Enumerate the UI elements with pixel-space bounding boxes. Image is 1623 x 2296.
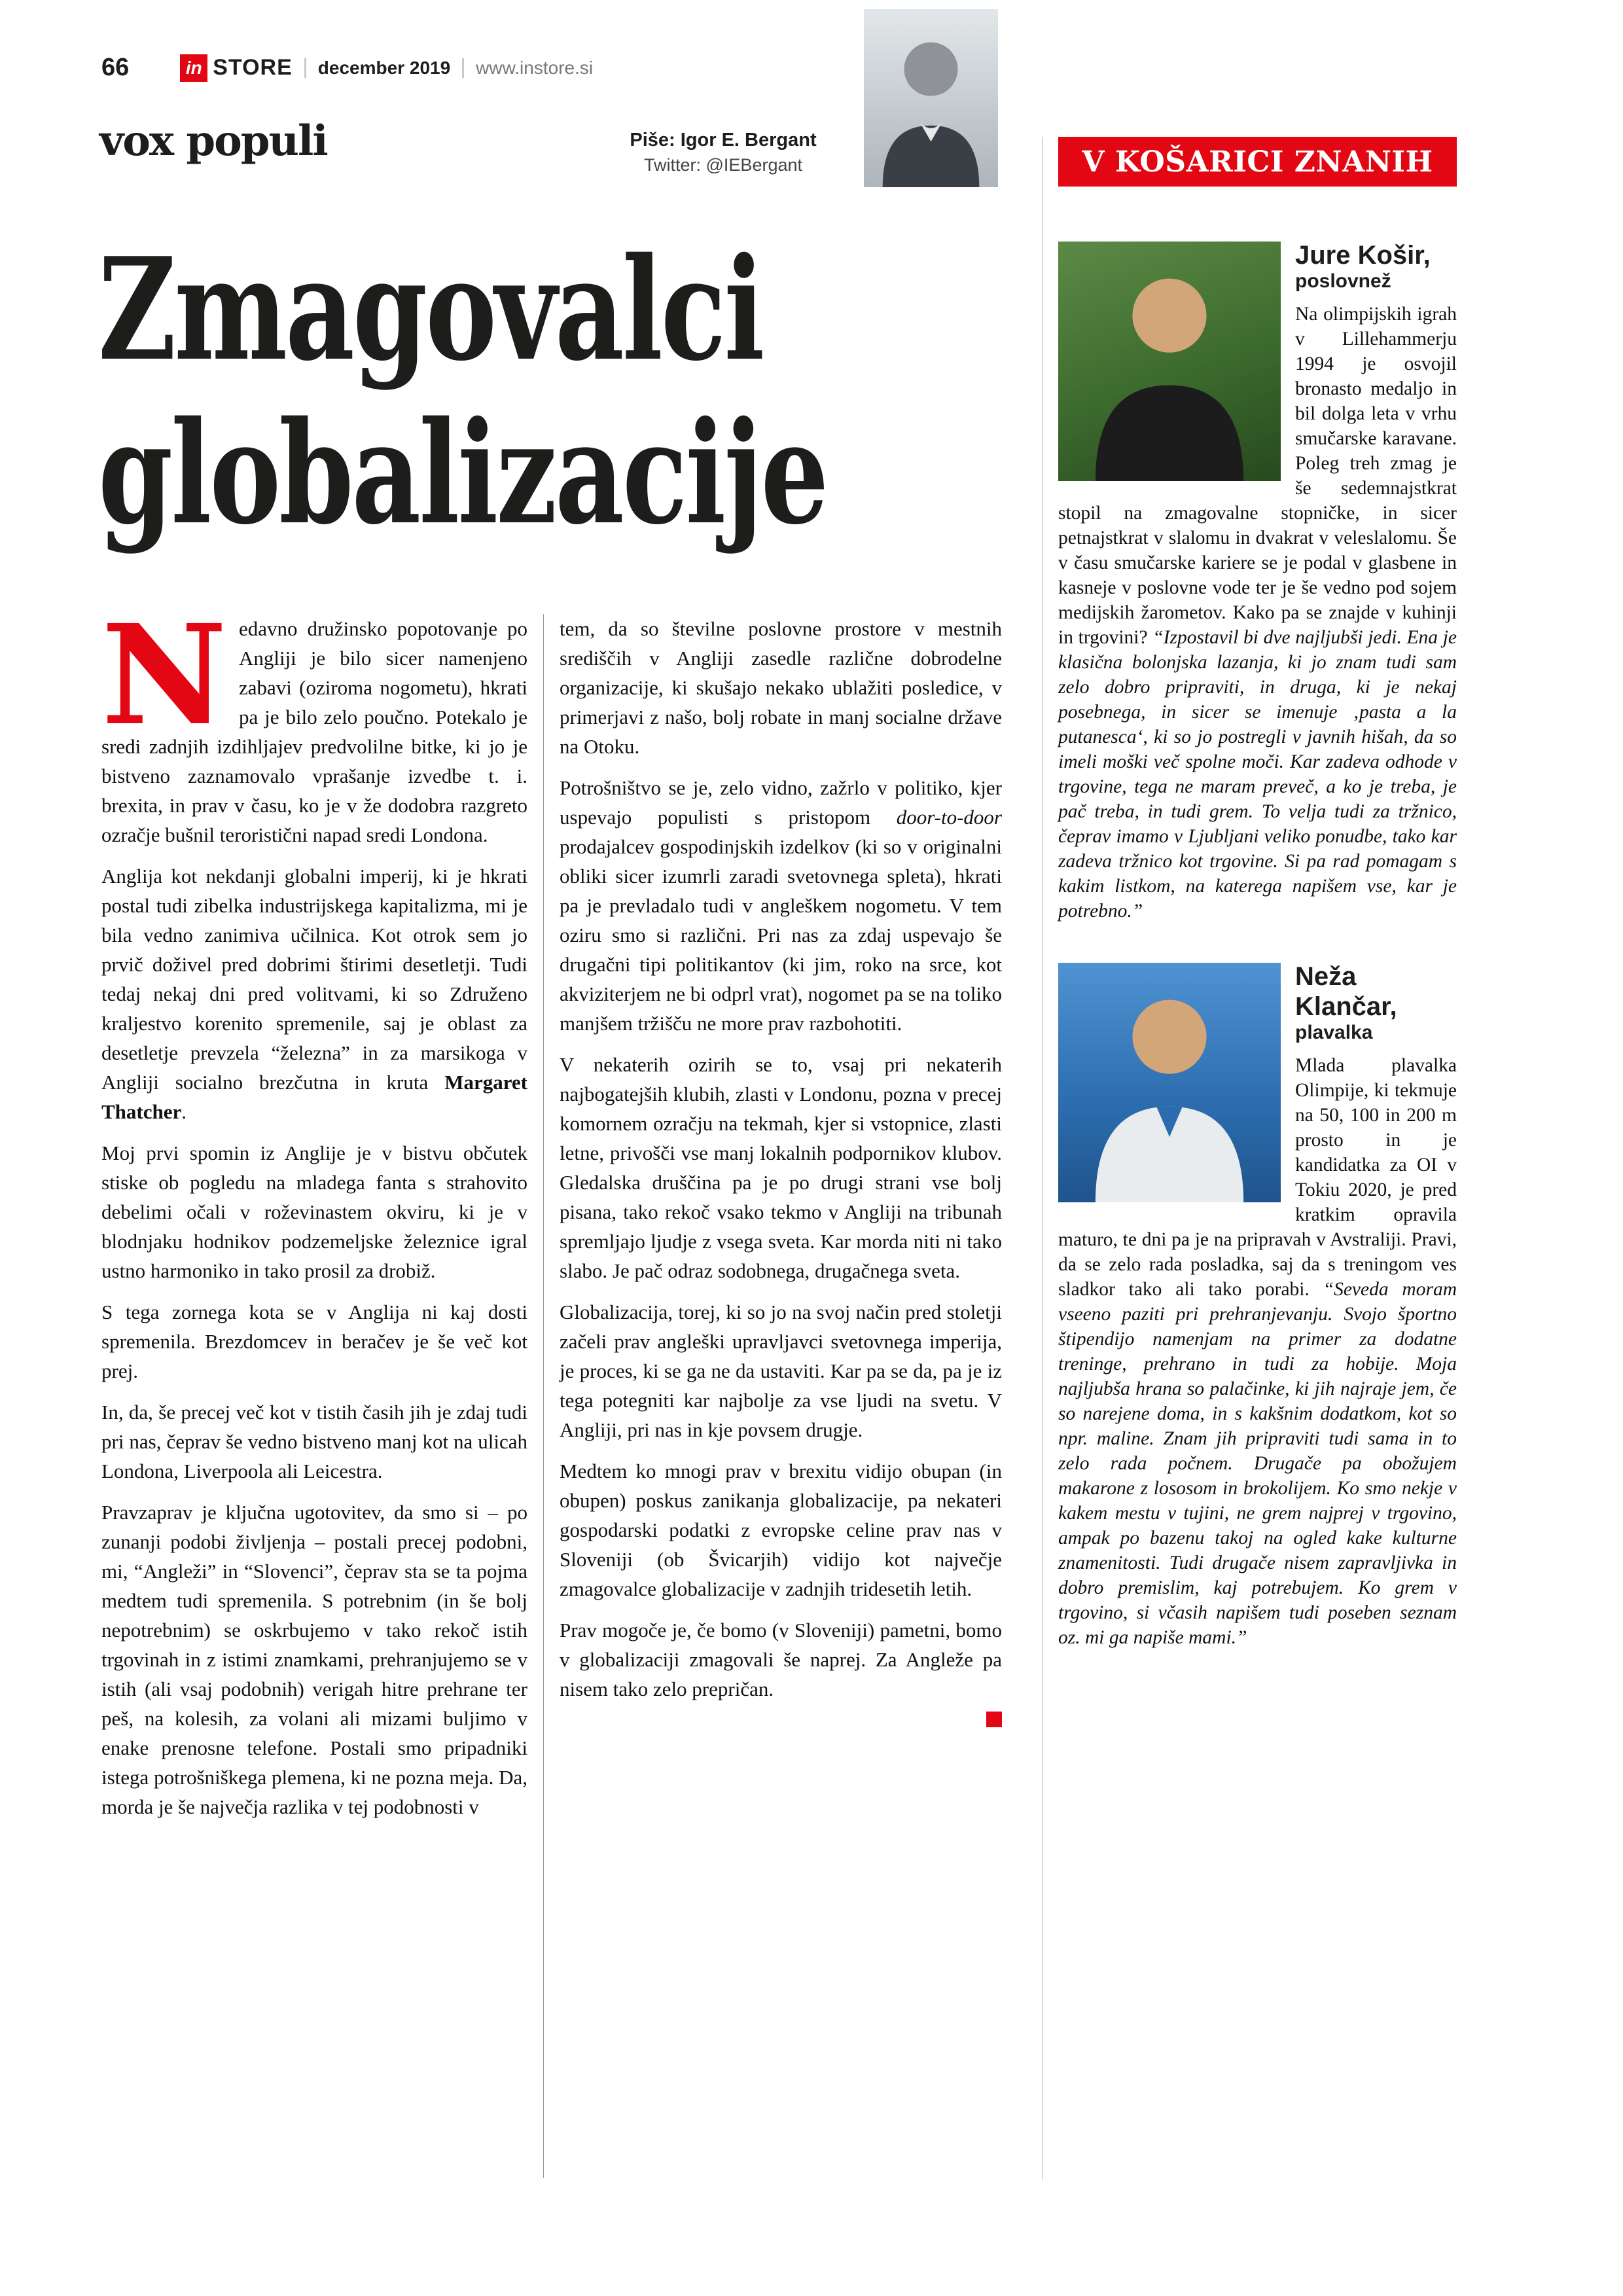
sidebar	[1058, 137, 1457, 1650]
neza-klancar-photo	[1058, 963, 1281, 1202]
profile-name: Jure Košir,	[1295, 241, 1431, 270]
paragraph: Nedavno družinsko popotovanje po Angliji je bilo sicer namenjeno zabavi (oziroma nogometu), hkrati pa je bilo zelo poučno. Potekalo je sredi zadnjih izdihljajev predvolilne bitke, ki jo je bistveno zaznamovalo vprašanje izvedbe t. i. brexita, in prav v času, ko je v že dodobra razgreto ozračje bušnil teroristični napad sredi Londona.	[101, 594, 527, 846]
byline	[609, 130, 838, 175]
instore-logo	[180, 54, 293, 82]
header-divider	[304, 58, 306, 78]
paragraph: Globalizacija, torej, ki so jo na svoj način pred stoletji začeli prav angleški upravljavci svetovnega imperija, je proces, ki se ga ne da ustaviti. Kar pa se da, pa je iz tega potegniti kar najbolje za vse ljudi na svetu. V Angliji, pri nas in kje povsem drugje.	[560, 1300, 1002, 1441]
instore-logo-store: STORE	[213, 55, 293, 80]
paragraph: Moj prvi spomin iz Anglije je v bistvu občutek stiske ob pogledu na mladega fanta s strahovito debelimi očali v roževinastem okviru, ki je v blodnjaku hodnikov podzemeljske železnice igral ustno harmoniko in tako prosil za drobiž.	[101, 1141, 527, 1282]
profile-quote: “Seveda moram vseeno paziti pri prehranjevanju. Svojo športno štipendijo namenjam na primer za dodatne treninge, prehrano in tudi za hobije. Moja najljubša hrana so palačinke, ki jih najraje jem, če so narejene doma, in s kakšnim dodatkom, kot so npr. maline. Znam jih pripraviti tudi sama in to zelo rada počnem. Drugače pa obožujem makarone z lososom in brokolijem. Ko smo nekje v kakem mestu v tujini, ne grem najprej v trgovino, ampak po bazenu takoj na ogled kake kulturne znamenitosti. Tudi drugače nisem zapravljivka in dobro premislim, kaj potrebujem. Ko grem v trgovino, si včasih napišem tudi poseben seznam oz. mi ga napiše mami.”	[1058, 1279, 1457, 1648]
article-title-line1: Zmagovalci	[98, 226, 763, 392]
issue-date: december 2019	[317, 57, 451, 78]
paragraph: tem, da so številne poslovne prostore v mestnih središčih v Angliji zasedle različne dobrodelne organizacije, ki skušajo nekako ublažiti posledice, v primerjavi z našo, bolj robate in manj socialne države na Otoku.	[560, 617, 1002, 758]
end-of-article-mark	[986, 1712, 1002, 1727]
byline-twitter-handle: Twitter: @IEBergant	[644, 155, 802, 175]
sidebar-title-banner: V KOŠARICI ZNANIH	[1058, 137, 1457, 187]
page-header	[101, 54, 1456, 82]
paragraph: Anglija kot nekdanji globalni imperij, ki je hkrati postal tudi zibelka industrijskega kapitalizma, mi je bila vedno zanimiva učilnica. Kot otrok sem jo prvič doživel pred dobrimi štirimi desetletji. Tudi tedaj nekaj dni pred volitvami, ki so Združeno kraljestvo korenito spremenile, saj je oblast za desetletje prevzela “železna” in za marsikoga v Angliji socialno brezčutna in kruta Margaret Thatcher.	[101, 865, 527, 1123]
profile-intro: Mlada plavalka Olimpije, ki tekmuje na 50, 100 in 200 m prosto in je kandidatka za OI v Tokiu 2020, je pred kratkim opravila maturo, te dni pa je na pripravah v Avstraliji. Pravi, da se zelo rada posladka, saj da s treningom ves sladkor tako ali tako porabi.	[1058, 1055, 1457, 1300]
paragraph: Pravzaprav je ključna ugotovitev, da smo si – po zunanji podobi življenja – postali precej podobni, mi, “Angleži” in “Slovenci”, čeprav sta se ta pojma medtem tudi spremenila. S potrebnim (in še bolj nepotrebnim) se oskrbujemo v tako rekoč istih trgovinah in z istimi znamkami, prehranjujemo se v istih (ali vsaj podobnih) verigah hitre prehrane ter peš, na kolesih, za volani ali mizami buljimo v enake prenosne telefone. Postali smo pripadniki istega potrošniškega plemena, ki ne pozna meja. Da, morda je še največja razlika v tej podobnosti v	[101, 1501, 527, 1818]
paragraph: Medtem ko mnogi prav v brexitu vidijo obupan (in obupen) poskus zanikanja globalizacije, pa nekateri gospodarski podatki z evropske celine prav nas v Sloveniji (ob Švicarjih) vidijo kot največje zmagovalce globalizacije v zadnjih tridesetih letih.	[560, 1460, 1002, 1600]
profile-jure-kosir	[1058, 238, 1457, 924]
header-divider	[462, 58, 464, 78]
profile-name: Neža Klančar,	[1295, 962, 1397, 1021]
instore-logo-in-icon: in	[180, 54, 207, 82]
article-column-1	[101, 594, 544, 2178]
article-column-2	[544, 614, 1002, 2178]
article-body	[101, 594, 1018, 2178]
profile-role: poslovnež	[1295, 270, 1391, 292]
website-url: www.instore.si	[476, 57, 594, 78]
paragraph: Prav mogoče je, če bomo (v Sloveniji) pametni, bomo v globalizaciji zmagovali še naprej. Za Angleže pa nisem tako zelo prepričan.	[560, 1619, 1002, 1700]
profile-neza-klancar	[1058, 959, 1457, 1650]
profile-quote: “Izpostavil bi dve najljubši jedi. Ena je klasična bolonjska lazanja, ki jo znam tudi sam zelo dobro pripraviti, in druga, ki je nekaj posebnega, in sicer se imenuje ‚pasta a la putanesca‘, ki so jo postregli v javnih hišah, da so imeli moški več spolne moči. Kar zadeva odhode v trgovine, tega ne maram preveč, a ko je treba, je pač treba, in tudi grem. To velja tudi za tržnico, čeprav imamo v Ljubljani veliko ponudbe, tako kar zadeva tržnico kot trgovine. Si pa rad pomagam s kakim listkom, na katerega napišem vse, kar je potrebno.”	[1058, 627, 1457, 922]
author-photo	[864, 9, 998, 187]
article-title	[98, 228, 827, 555]
page-number: 66	[101, 54, 130, 81]
byline-author: Piše: Igor E. Bergant	[630, 130, 817, 151]
author-photo-silhouette	[864, 9, 998, 187]
paragraph: Potrošništvo se je, zelo vidno, zažrlo v politiko, kjer uspevajo populisti s pristopom door-to-door prodajalcev gospodinjskih izdelkov (ki so v originalni obliki sicer izumrli zaradi svetovnega spleta), hkrati pa je prevladalo tudi v angleškem nogometu. V tem oziru smo si različni. Pri nas za zdaj uspevajo še drugačni tipi politikantov (ki jim, roko na srce, kot akviziterjem ne bi odprl vrat), nogomet pa se na toliko manjšem tržišču ne more prav razbohotiti.	[560, 776, 1002, 1035]
jure-kosir-photo	[1058, 242, 1281, 481]
section-title: vox populi	[99, 117, 327, 166]
portrait-silhouette	[1058, 242, 1281, 481]
article-title-line2: globalizacije	[98, 390, 827, 556]
paragraph: V nekaterih ozirih se to, vsaj pri nekaterih najbogatejših klubih, zlasti v Londonu, pozna v precej komornem ozračju na tekmah, kjer si vstopnice, zlasti letne, privošči vse manj lokalnih podpornikov klubov. Gledalska druščina pa je po drugi strani vse bolj pisana, tako rekoč vsako tekmo v Angliji na tribunah spremljajo ljudje z vsega sveta. Kar morda niti ni tako slabo. Je pač odraz sodobnega, drugačnega sveta.	[560, 1053, 1002, 1282]
portrait-silhouette	[1058, 963, 1281, 1202]
profile-intro: Na olimpijskih igrah v Lillehammerju 1994 je osvojil bronasto medaljo in bil dolga leta v vrhu smučarske karavane. Poleg treh zmag je še sedemnajstkrat stopil na zmagovalne stopničke, in sicer petnajstkrat v slalomu in dvakrat v veleslalomu. Še v času smučarske kariere se je podal v glasbene in kasneje v poslovne vode ter je še vedno pod sojem medijskih žarometov. Kako pa se znajde v kuhinji in trgovini?	[1058, 304, 1457, 648]
column-rule	[1042, 137, 1043, 2179]
paragraph: S tega zornega kota se v Anglija ni kaj dosti spremenila. Brezdomcev in beračev je še več kot prej.	[101, 1300, 527, 1382]
paragraph: In, da, še precej več kot v tistih časih jih je zdaj tudi pri nas, čeprav še vedno bistveno manj kot na ulicah Londona, Liverpoola ali Leicestra.	[101, 1401, 527, 1482]
profile-role: plavalka	[1295, 1022, 1373, 1043]
